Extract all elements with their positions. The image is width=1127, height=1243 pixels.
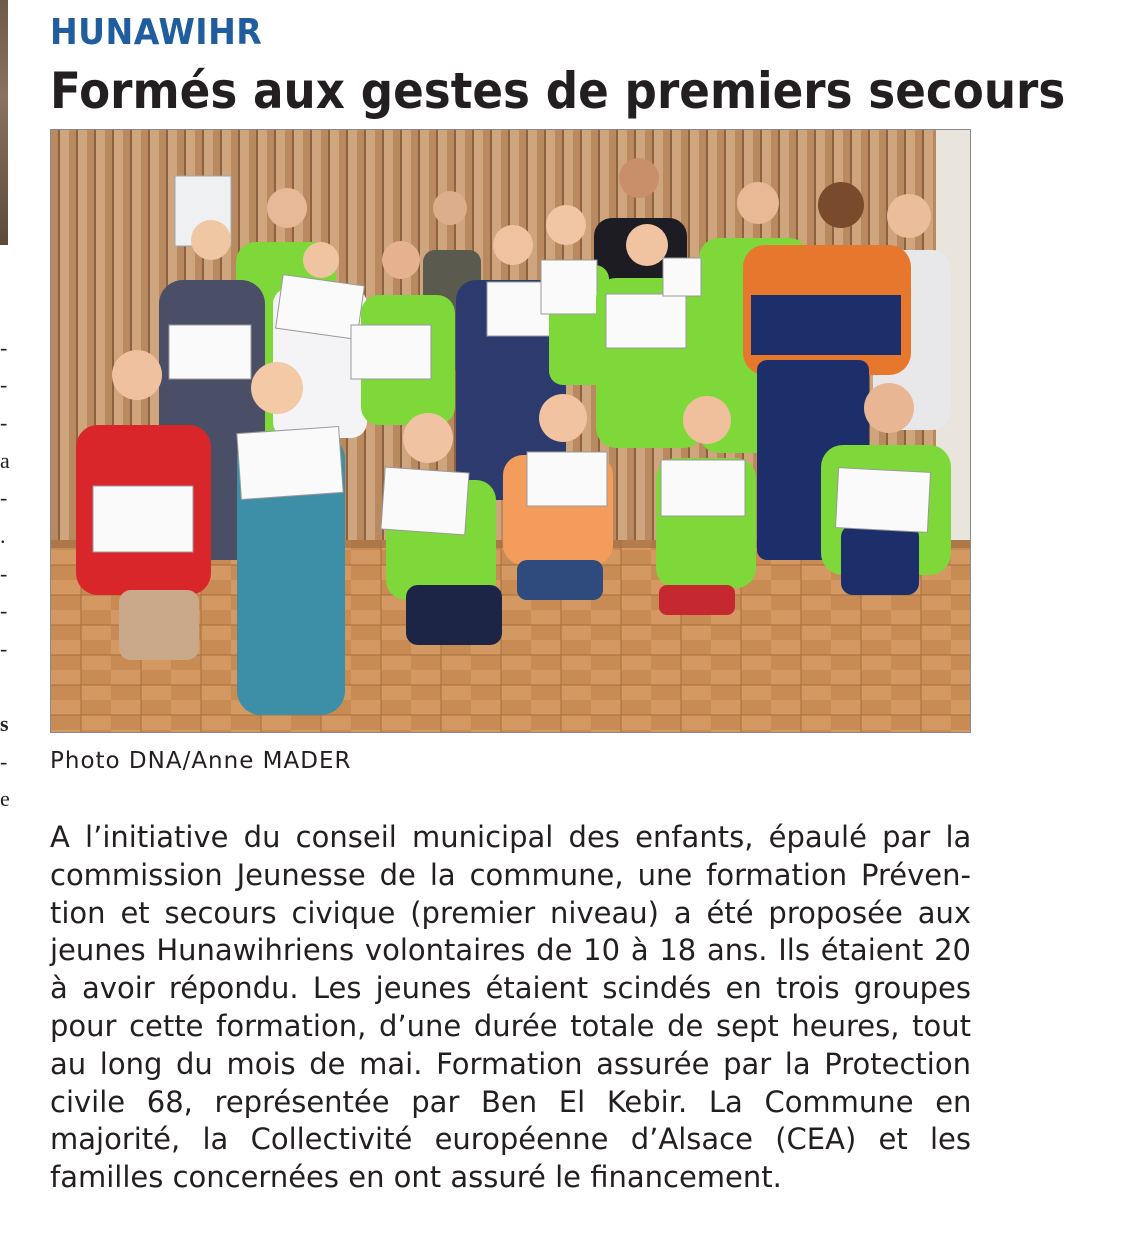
photo-credit: Photo DNA/Anne MADER — [50, 748, 352, 774]
body-line: civile 68, représentée par Ben El Kebir. La Commune en — [50, 1084, 972, 1119]
margin-fragment: e — [0, 788, 10, 810]
body-line: jeunes Hunawihriens volontaires de 10 à 18 ans. Ils étaient 20 — [50, 933, 971, 968]
body-line: tion et secours civique (premier niveau) a été proposée aux — [50, 895, 972, 930]
body-line: majorité, la Collectivité européenne d’Alsace (CEA) et les — [50, 1122, 971, 1157]
body-line: A l’initiative du conseil municipal des enfants, épaulé par la — [50, 820, 972, 854]
margin-fragment: s — [0, 713, 9, 735]
body-line: familles concernées en ont assuré le financement. — [50, 1160, 782, 1195]
margin-fragment: - — [0, 487, 8, 509]
body-line: commission Jeunesse de la commune, une formation Préven- — [50, 857, 971, 892]
article-kicker: HUNAWIHR — [50, 12, 263, 53]
article-photo — [50, 129, 971, 733]
body-line: pour cette formation, d’une durée totale de sept heures, tout — [50, 1008, 971, 1043]
body-line: au long du mois de mai. Formation assurée par la Protection — [50, 1046, 971, 1081]
margin-fragment: . — [0, 525, 6, 547]
group-photo-illustration — [51, 130, 970, 732]
margin-fragment: - — [0, 751, 8, 773]
margin-fragment: a — [0, 450, 10, 472]
margin-fragment: - — [0, 600, 8, 622]
margin-fragment: - — [0, 337, 8, 359]
margin-fragment: - — [0, 563, 8, 585]
margin-fragment: - — [0, 374, 8, 396]
adjacent-column-image-edge — [0, 0, 8, 245]
margin-fragment: - — [0, 638, 8, 660]
body-line: à avoir répondu. Les jeunes étaient scindés en trois groupes — [50, 971, 971, 1006]
article-headline: Formés aux gestes de premiers secours — [50, 62, 1066, 120]
margin-fragment: - — [0, 412, 8, 434]
article-body — [50, 819, 971, 1197]
